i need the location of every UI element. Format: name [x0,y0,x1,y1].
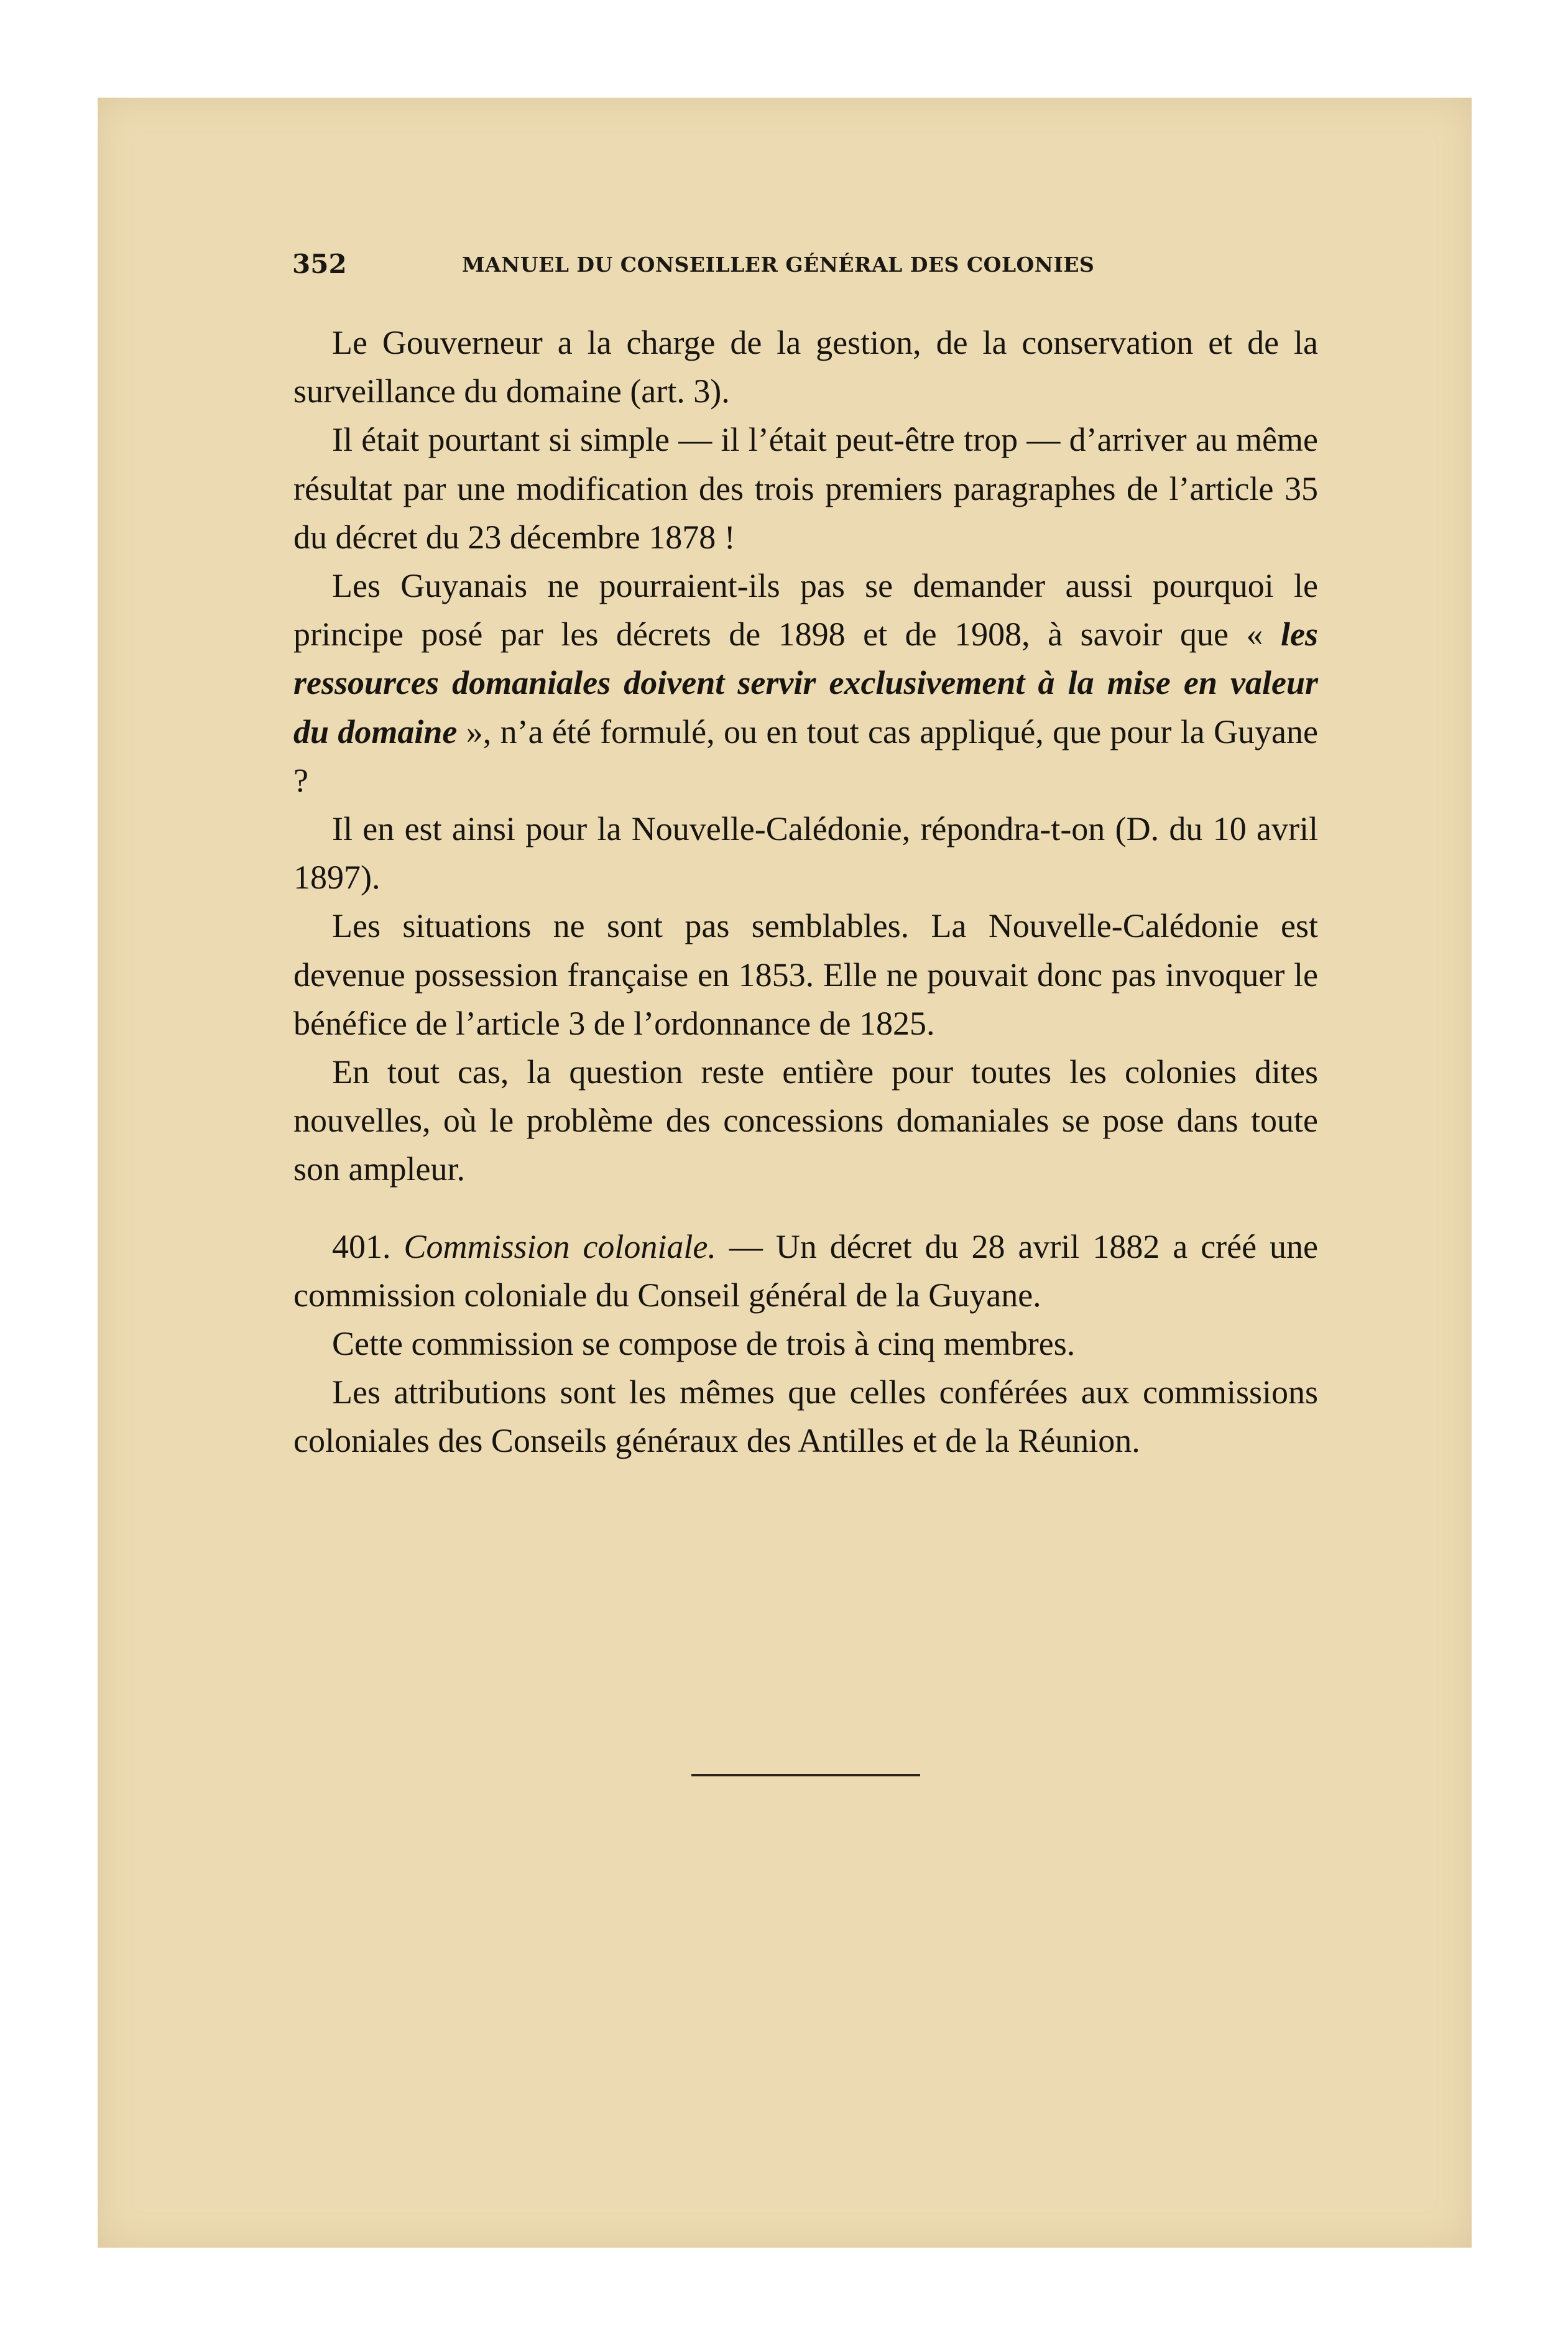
section-number: 401. [332,1227,404,1265]
page-number: 352 [292,249,347,279]
paragraph-situations: Les situations ne sont pas semblables. La Nouvelle-Calédonie est devenue possession française en 1853. Elle ne pouvait donc pas invoquer le bénéfice de l’article 3 de l’ordonnance de 1825. [293,907,1318,1042]
paragraph-simple: Il était pourtant si simple — il l’était peut-être trop — d’arriver au même résultat par une modification des trois premiers paragraphes de l’article 35 du décret du 23 décembre 1878 ! [293,421,1318,556]
body-text [293,318,1318,1465]
running-header [292,249,1318,292]
quoted-principle: les ressources domaniales doivent servir exclusivement à la mise en valeur du domaine [293,616,1318,750]
paragraph-governor: Le Gouverneur a la charge de la gestion, de la conservation et de la surveillance du domaine (art. 3). [293,324,1318,410]
paragraph-colonies-nouvelles: En tout cas, la question reste entière pour toutes les colonies dites nouvelles, où le problème des concessions domaniales se pose dans toute son ampleur. [293,1053,1318,1188]
paragraph-attributions: Les attributions sont les mêmes que celles conférées aux commissions coloniales des Conseils généraux des Antilles et de la Réunion. [293,1373,1318,1460]
section-title: Commission coloniale. [404,1227,716,1265]
running-title: MANUEL DU CONSEILLER GÉNÉRAL DES COLONIES [462,252,1095,277]
paragraph-membres: Cette commission se compose de trois à cinq membres. [332,1325,1076,1363]
section-401-text: — Un décret du 28 avril 1882 a créé une commission coloniale du Conseil général de la Guyane. [293,1227,1318,1314]
section-401 [293,1222,1318,1319]
paragraph-guyanais-start: Les Guyanais ne pourraient-ils pas se demander aussi pourquoi le principe posé par les décrets de 1898 et de 1908, à savoir que « [293,567,1318,653]
paragraph-caledonie: Il en est ainsi pour la Nouvelle-Calédonie, répondra-t-on (D. du 10 avril 1897). [293,810,1318,897]
paragraph-guyanais [293,561,1318,805]
paragraph-guyanais-end: », n’a été formulé, ou en tout cas appliqué, que pour la Guyane ? [293,713,1318,799]
end-rule [691,1774,920,1776]
